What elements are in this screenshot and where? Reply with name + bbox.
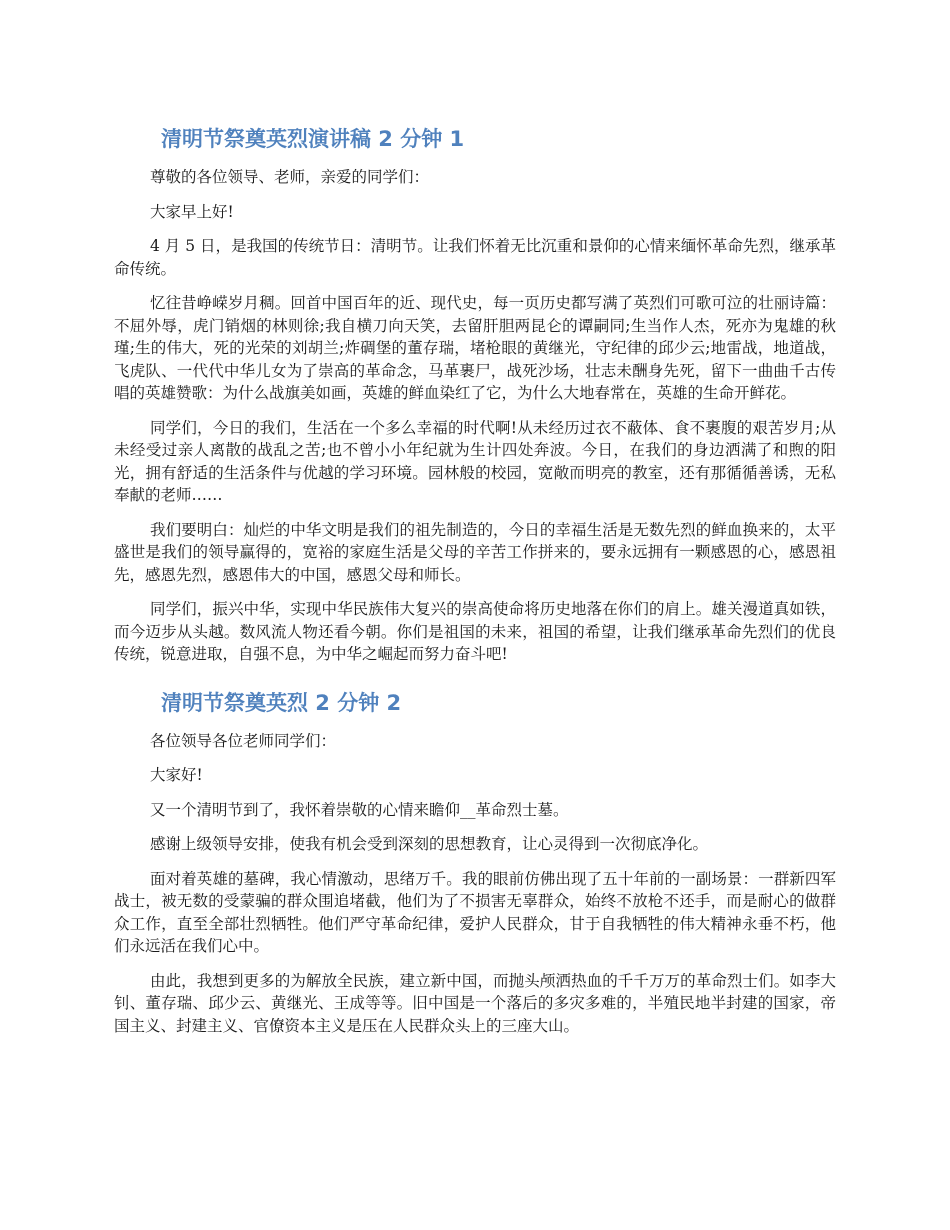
section-2-paragraph: 又一个清明节到了，我怀着崇敬的心情来瞻仰__革命烈士墓。 — [150, 800, 569, 819]
section-2-paragraph: 感谢上级领导安排，使我有机会受到深刻的思想教育，让心灵得到一次彻底净化。 — [150, 835, 709, 853]
section-1-paragraph: 大家早上好! — [150, 202, 234, 221]
section-1-paragraph: 同学们，今日的我们，生活在一个多么幸福的时代啊!从未经历过衣不蔽体、食不裹腹的艰苦岁月;从未经受过亲人离散的战乱之苦;也不曾小小年纪就为生计四处奔波。今日，在我们的身边洒满了和煦的阳光，拥有舒适的生活条件与优越的学习环境。园林般的校园，宽敞而明亮的教室，还有那循循善诱，无私奉献的老师…… — [114, 418, 836, 504]
section-1-paragraph: 忆往昔峥嵘岁月稠。回首中国百年的近、现代史，每一页历史都写满了英烈们可歌可泣的壮丽诗篇：不屈外辱，虎门销烟的林则徐;我自横刀向天笑，去留肝胆两昆仑的谭嗣同;生当作人杰，死亦为鬼雄的秋瑾;生的伟大，死的光荣的刘胡兰;炸碉堡的董存瑞，堵枪眼的黄继光，守纪律的邱少云;地雷战，地道战，飞虎队、一代代中华儿女为了崇高的革命念，马革裹尸，战死沙场，壮志未酬身先死，留下一曲曲千古传唱的英雄赞歌：为什么战旗美如画，英雄的鲜血染红了它，为什么大地春常在，英雄的生命开鲜花。 — [114, 294, 836, 402]
section-2-paragraph: 由此，我想到更多的为解放全民族，建立新中国，而抛头颅洒热血的千千万万的革命烈士们。如李大钊、董存瑞、邱少云、黄继光、王成等等。旧中国是一个落后的多灾多难的，半殖民地半封建的国家，帝国主义、封建主义、官僚资本主义是压在人民群众头上的三座大山。 — [114, 971, 836, 1035]
section-1-paragraph: 尊敬的各位领导、老师，亲爱的同学们： — [150, 168, 430, 186]
section-1-title: 清明节祭奠英烈演讲稿 2 分钟 1 — [161, 127, 465, 151]
section-1-paragraph: 4 月 5 日，是我国的传统节日：清明节。让我们怀着无比沉重和景仰的心情来缅怀革命先烈，继承革命传统。 — [114, 237, 836, 278]
section-1-paragraph: 同学们，振兴中华，实现中华民族伟大复兴的崇高使命将历史地落在你们的肩上。雄关漫道真如铁，而今迈步从头越。数风流人物还看今朝。你们是祖国的未来，祖国的希望，让我们继承革命先烈们的优良传统，锐意进取，自强不息，为中华之崛起而努力奋斗吧! — [114, 600, 836, 663]
document-content — [114, 124, 836, 1049]
section-2-title: 清明节祭奠英烈 2 分钟 2 — [161, 690, 402, 715]
section-2-paragraph: 面对着英雄的墓碑，我心情激动，思绪万千。我的眼前仿佛出现了五十年前的一副场景：一群新四军战士，被无数的受蒙骗的群众围追堵截，他们为了不损害无辜群众，始终不放枪不还手，而是耐心的做群众工作，直至全部壮烈牺牲。他们严守革命纪律，爱护人民群众，甘于自我牺牲的伟大精神永垂不朽，他们永远活在我们心中。 — [114, 869, 836, 955]
section-1-paragraph: 我们要明白：灿烂的中华文明是我们的祖先制造的，今日的幸福生活是无数先烈的鲜血换来的，太平盛世是我们的领导赢得的，宽裕的家庭生活是父母的辛苦工作拼来的，要永远拥有一颗感恩的心，感恩祖先，感恩先烈，感恩伟大的中国，感恩父母和师长。 — [114, 520, 836, 584]
section-2-paragraph: 各位领导各位老师同学们： — [150, 731, 337, 750]
section-2-paragraph: 大家好! — [150, 766, 203, 784]
